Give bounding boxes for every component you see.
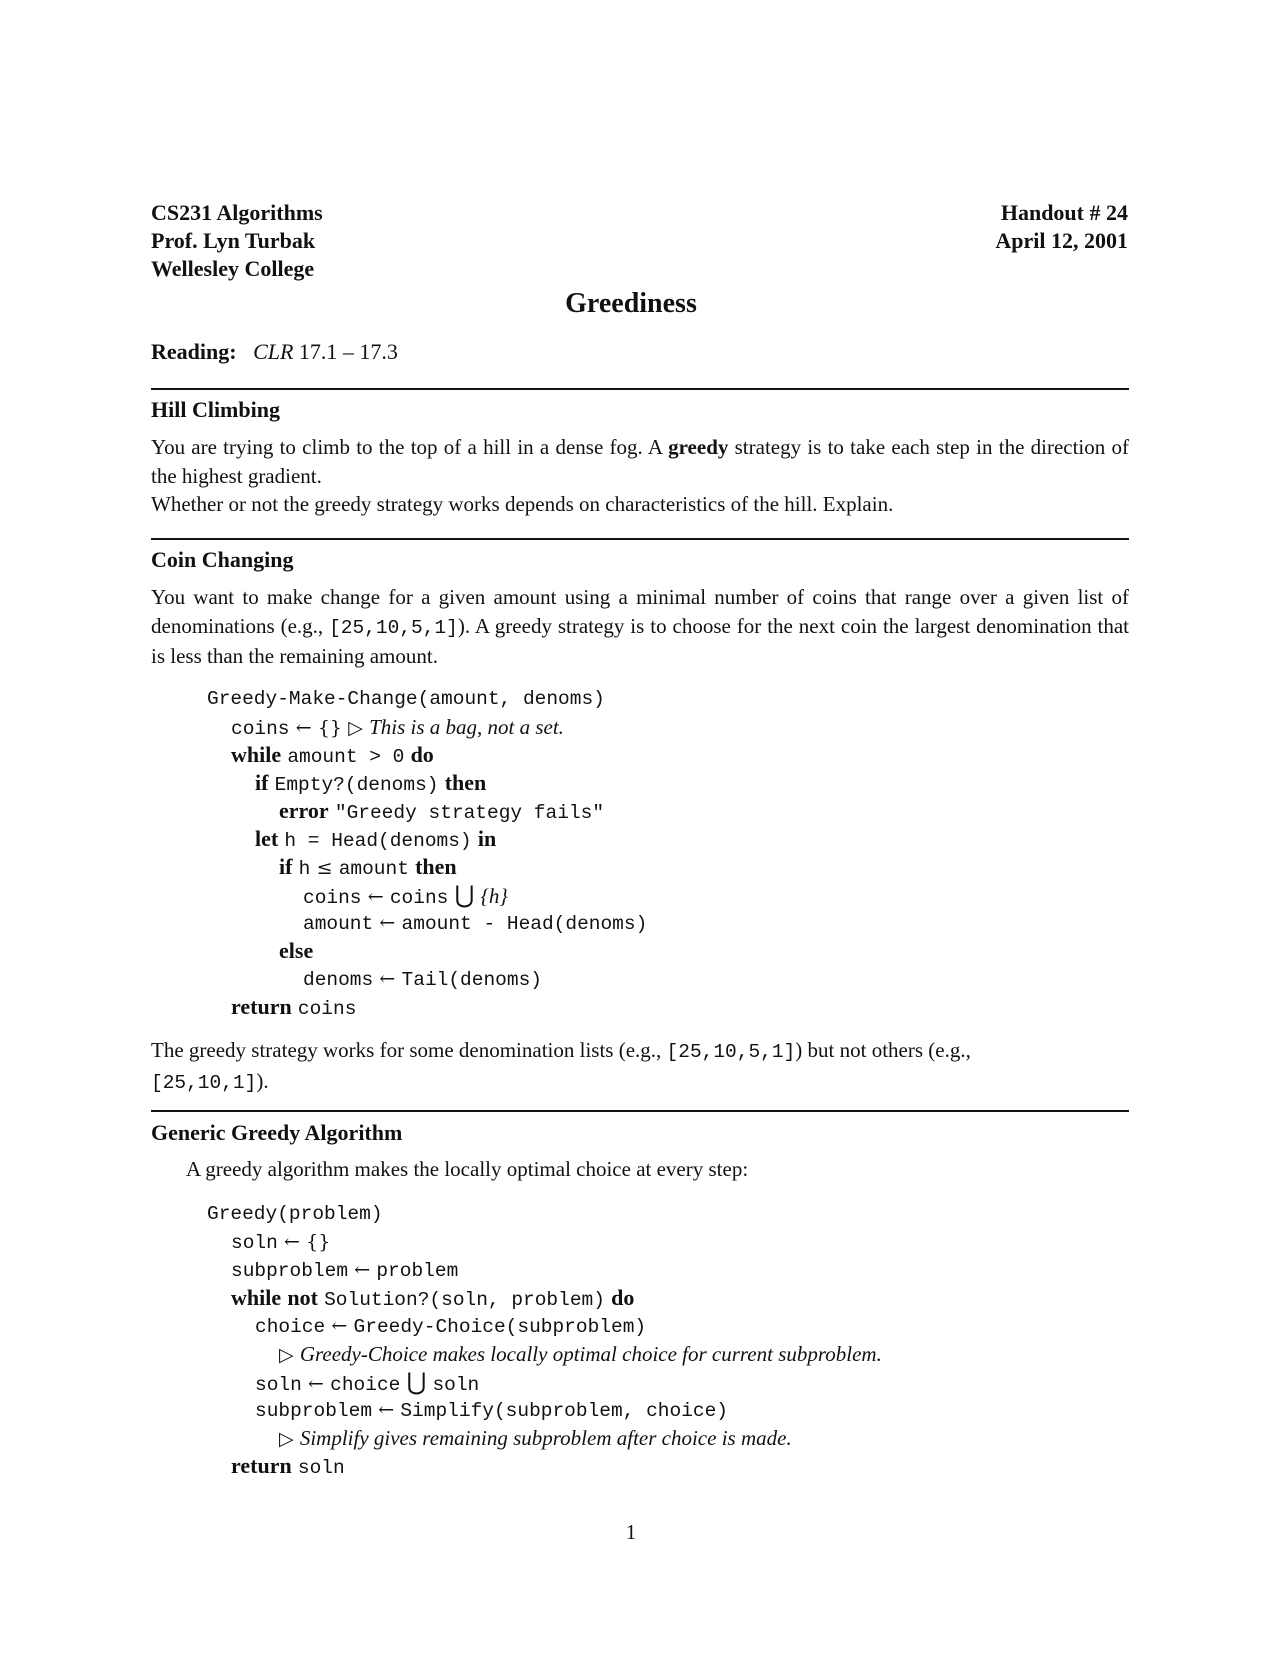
reading-line <box>151 339 398 365</box>
reading-book: CLR <box>253 339 294 364</box>
professor-name: Prof. Lyn Turbak <box>151 228 316 253</box>
section-divider <box>151 388 1129 390</box>
coin-paragraph <box>151 583 1129 671</box>
coin-heading: Coin Changing <box>151 547 294 572</box>
college-name: Wellesley College <box>151 256 315 281</box>
code-line: if Empty?(denoms) then <box>255 770 487 796</box>
code-line: subproblem ← problem <box>231 1259 459 1282</box>
code-comment: ▷ Simplify gives remaining subproblem after choice is made. <box>279 1426 792 1450</box>
code-line: choice ← Greedy-Choice(subproblem) <box>255 1315 647 1338</box>
code-line: subproblem ← Simplify(subproblem, choice) <box>255 1399 729 1422</box>
code-line: coins ← {} ▷ This is a bag, not a set. <box>231 715 564 740</box>
code-line: return soln <box>231 1453 345 1479</box>
code-line: error "Greedy strategy fails" <box>279 798 605 824</box>
code-line: let h = Head(denoms) in <box>255 826 497 852</box>
hill-text-2: Whether or not the greedy strategy works depends on characteristics of the hill. Explain. <box>151 492 894 516</box>
code-line: while amount > 0 do <box>231 742 434 768</box>
code-line: soln ← {} <box>231 1231 331 1254</box>
code-comment: ▷ Greedy-Choice makes locally optimal choice for current subproblem. <box>279 1342 882 1366</box>
code-line: Greedy-Make-Change(amount, denoms) <box>207 688 605 710</box>
generic-heading: Generic Greedy Algorithm <box>151 1120 403 1145</box>
hill-bold-greedy: greedy <box>668 435 729 459</box>
greedy-make-change-code <box>207 685 648 1052</box>
reading-sections: 17.1 – 17.3 <box>298 339 398 364</box>
coin-conclusion: The greedy strategy works for some denomination lists (e.g., [25,10,5,1]) but not others (e.g., [25,10,1]). <box>151 1038 971 1094</box>
code-line: Greedy(problem) <box>207 1203 383 1225</box>
greedy-generic-code <box>207 1200 882 1510</box>
coin-text-1a: You want to make change for a given amount using a minimal number of coins that range over a given list of denominations (e.g., <box>151 585 1129 638</box>
handout-number: Handout # 24 <box>1000 200 1128 225</box>
code-denoms-bad: [25,10,1] <box>151 1071 257 1094</box>
code-denoms-ok: [25,10,5,1] <box>666 1041 796 1063</box>
code-line: denoms ← Tail(denoms) <box>303 968 542 991</box>
course-name: CS231 Algorithms <box>151 200 323 225</box>
reading-label: Reading: <box>151 339 237 364</box>
hill-text-1b: strategy is to take each step in the direction of the highest gradient. <box>151 435 1130 488</box>
code-line: return coins <box>231 994 357 1020</box>
code-line: soln ← choice ⋃ soln <box>255 1368 480 1396</box>
code-line: amount ← amount - Head(denoms) <box>303 912 648 935</box>
hill-paragraph <box>151 433 1129 519</box>
section-divider <box>151 1110 1129 1112</box>
section-divider <box>151 538 1129 540</box>
coin-text-1b: ). A greedy strategy is to choose for the next coin the largest denomination that is less than the remaining amount. <box>151 613 1130 668</box>
coin-code-denoms: [25,10,5,1] <box>329 616 458 639</box>
page-title: Greediness <box>565 288 697 319</box>
generic-intro: A greedy algorithm makes the locally optimal choice at every step: <box>186 1157 749 1181</box>
code-line: if h ≤ amount then <box>279 854 457 880</box>
hill-heading: Hill Climbing <box>151 397 280 422</box>
code-line: coins ← coins ⋃ {h} <box>303 881 508 909</box>
code-line: else <box>279 938 314 963</box>
header-left <box>151 199 323 283</box>
hill-text-1a: You are trying to climb to the top of a hill in a dense fog. A <box>151 435 662 459</box>
code-line: while not Solution?(soln, problem) do <box>231 1285 635 1311</box>
handout-date: April 12, 2001 <box>995 228 1128 253</box>
header-right <box>995 199 1128 255</box>
page-number: 1 <box>625 1520 637 1544</box>
